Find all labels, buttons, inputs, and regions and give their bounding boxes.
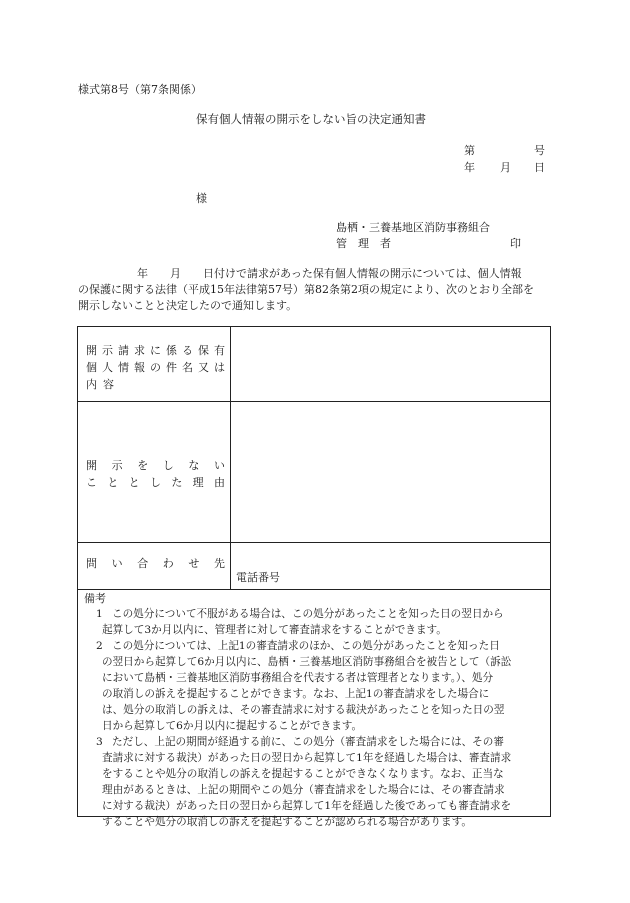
issuer-seal: 印 [510, 237, 521, 250]
issuer-title: 管 理 者 [336, 237, 391, 250]
note-1-line: この処分について不服がある場合は、この処分があったことを知った日の翌日から [112, 608, 504, 620]
note-2-line: の翌日から起算して6か月以内に、島栖・三養基地区消防事務組合を被告として（訴訟 [102, 656, 512, 668]
note-3-line: 査請求に対する裁決）があった日の翌日から起算して1年を経過した場合は、審査請求 [102, 752, 512, 764]
issuer-organization: 島栖・三養基地区消防事務組合 [336, 221, 490, 234]
date-day: 日 [534, 161, 545, 174]
decision-table [77, 326, 551, 828]
note-1-number: 1 [96, 608, 103, 620]
note-1-line: 起算して3か月以内に、管理者に対して審査請求をすることができます。 [102, 624, 447, 636]
row-divider [78, 542, 550, 543]
phone-number-label: 電話番号 [236, 571, 280, 584]
form-number: 様式第8号（第7条関係） [78, 83, 202, 96]
note-2-number: 2 [96, 640, 103, 652]
note-3-line: ただし、上記の期間が経過する前に、この処分（審査請求をした場合には、その審 [112, 736, 504, 748]
row-label-reason: 開示をしない こととした理由 [86, 459, 225, 489]
note-2-line: 日から起算して6か月以内に提起することができます。 [102, 720, 363, 732]
note-3-line: 理由があるときは、上記の期間やこの処分（審査請求をした場合には、その審査請求 [102, 784, 505, 796]
column-divider [230, 327, 231, 590]
notes-heading: 備考 [84, 592, 106, 605]
row-label-contact: 問い合わせ先 [86, 557, 225, 570]
row-divider [78, 401, 550, 402]
document-title: 保有個人情報の開示をしない旨の決定通知書 [196, 112, 426, 126]
addressee-suffix: 様 [196, 192, 207, 205]
body-line-3: 開示しないことと決定したので通知します。 [78, 299, 298, 312]
body-line-1: 年 月 日付けで請求があった保有個人情報の開示については、個人情報 [137, 267, 522, 280]
note-2-line: は、処分の取消しの訴えは、その審査請求に対する裁決があったことを知った日の翌 [102, 704, 505, 716]
reason-value-field[interactable] [236, 429, 542, 529]
doc-number-dai: 第 [464, 144, 475, 157]
doc-number-go: 号 [534, 144, 545, 157]
row-label-request-subject: 開示請求に係る保有 個人情報の件名又は 内容 [86, 344, 225, 391]
note-3-line: をすることや処分の取消しの訴えを提起することができなくなります。なお、正当な [102, 768, 504, 780]
row-divider [78, 589, 550, 590]
date-month: 月 [500, 161, 511, 174]
contact-value-field[interactable] [236, 546, 542, 566]
note-3-number: 3 [96, 736, 103, 748]
note-3-line: に対する裁決）があった日の翌日から起算して1年を経過した後であっても審査請求を [102, 800, 512, 812]
note-2-line: において島栖・三養基地区消防事務組合を代表する者は管理者となります。）、処分 [102, 672, 494, 684]
date-year: 年 [464, 161, 475, 174]
note-2-line: の取消しの訴えを提起することができます。なお、上記1の審査請求をした場合に [102, 688, 490, 700]
body-line-2: の保護に関する法律（平成15年法律第57号）第82条第2項の規定により、次のとおり全部を [78, 283, 534, 296]
request-subject-value-field[interactable] [236, 331, 542, 397]
note-3-line: することや処分の取消しの訴えを提起することが認められる場合があります。 [102, 816, 472, 828]
note-2-line: この処分については、上記1の審査請求のほか、この処分があったことを知った日 [112, 640, 500, 652]
